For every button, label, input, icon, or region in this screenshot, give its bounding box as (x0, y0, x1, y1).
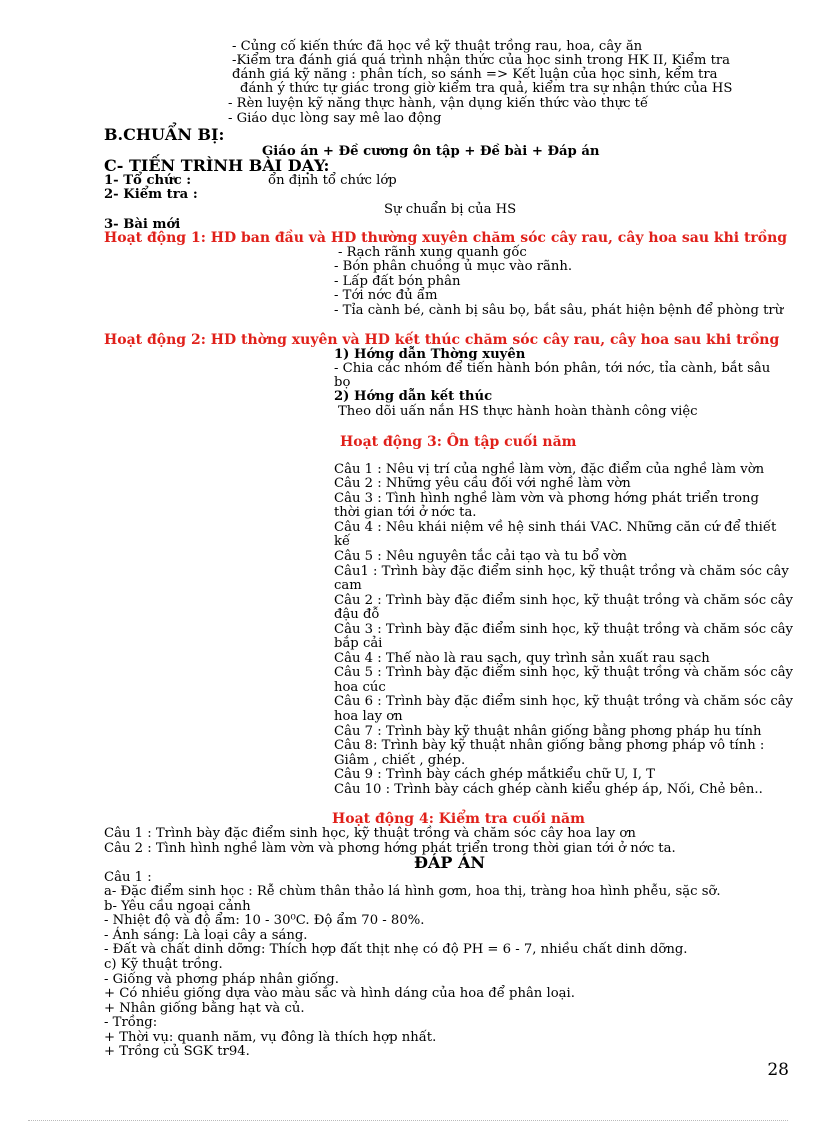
review-question: đậu đỗ (334, 607, 380, 622)
answer-line: - Giống và phơng pháp nhân giống. (104, 972, 339, 987)
review-question: Giâm , chiết , ghép. (334, 753, 466, 768)
objective-line: - Rèn luyện kỹ năng thực hành, vận dụng kiến thức vào thực tế (228, 96, 649, 111)
answer-line: b- Yêu cầu ngoại cảnh (104, 899, 251, 914)
exam-question: Câu 1 : Trình bày đặc điểm sinh học, kỹ thuật trồng và chăm sóc cây hoa lay ơn (104, 826, 636, 841)
review-question: Câu 5 : Trình bày đặc điểm sinh học, kỹ thuật trồng và chăm sóc cây (334, 665, 794, 680)
section-b-content: Giáo án + Đề cương ôn tập + Đề bài + Đáp án (262, 144, 600, 159)
review-question: kế (334, 534, 351, 549)
new-lesson-label: 3- Bài mới (104, 217, 181, 232)
review-question: Câu 4 : Thế nào là rau sạch, quy trình sản xuất rau sạch (334, 651, 710, 666)
answer-line: a- Đặc điểm sinh học : Rễ chùm thân thảo lá hình gơm, hoa thị, tràng hoa hình phễu, sặc sỡ. (104, 884, 721, 899)
check-value: Sự chuẩn bị của HS (384, 202, 517, 217)
review-question: hoa lay ơn (334, 709, 403, 724)
objective-line: đánh ý thức tự giác trong giờ kiểm tra quả, kiểm tra sự nhận thức của HS (240, 81, 733, 96)
section-c-title: C- TIẾN TRÌNH BÀI DẠY: (104, 156, 330, 175)
answer-line: Câu 1 : (104, 870, 152, 885)
org-value: ổn định tổ chức lớp (268, 173, 397, 188)
activity1-item: - Tới nớc đủ ẩm (334, 288, 438, 303)
activity1-item: - Tỉa cành bé, cành bị sâu bọ, bắt sâu, phát hiện bệnh để phòng trừ (334, 303, 784, 318)
objective-line: -Kiểm tra đánh giá quá trình nhận thức của học sinh trong HK II, Kiểm tra (232, 53, 731, 68)
activity1-item: - Bón phân chuồng ủ mục vào rãnh. (334, 259, 573, 274)
footer-divider (28, 1120, 788, 1121)
answer-line: c) Kỹ thuật trồng. (104, 957, 223, 972)
review-question: Câu 2 : Những yêu cầu đối với nghề làm vờn (334, 476, 631, 491)
page-number: 28 (767, 1060, 789, 1080)
answer-line: - Nhiệt độ và độ ẩm: 10 - 30⁰C. Độ ẩm 70 - 80%. (104, 913, 425, 928)
review-question: Câu 2 : Trình bày đặc điểm sinh học, kỹ thuật trồng và chăm sóc cây (334, 593, 794, 608)
activity4-title: Hoạt động 4: Kiểm tra cuối năm (332, 811, 585, 827)
answer-line: + Có nhiều giống dựa vào màu sắc và hình dáng của hoa để phân loại. (104, 986, 575, 1001)
activity3-title: Hoạt động 3: Ôn tập cuối năm (340, 434, 577, 450)
objective-line: - Củng cố kiến thức đã học về kỹ thuật trồng rau, hoa, cây ăn (232, 39, 643, 54)
activity1-item: - Rạch rãnh xung quanh gốc (338, 245, 527, 260)
review-question: Câu 9 : Trình bày cách ghép mắtkiểu chữ U, I, T (334, 767, 655, 782)
answer-line: + Thời vụ: quanh năm, vụ đông là thích hợp nhất. (104, 1030, 437, 1045)
activity1-title: Hoạt động 1: HD ban đầu và HD thường xuyên chăm sóc cây rau, cây hoa sau khi trồng (104, 230, 788, 246)
review-question: Câu 4 : Nêu khái niệm về hệ sinh thái VAC. Những căn cứ để thiết (334, 520, 777, 535)
review-question: Câu 10 : Trình bày cách ghép cành kiểu ghép áp, Nối, Chẻ bên.. (334, 782, 763, 797)
org-label: 1- Tổ chức : (104, 173, 192, 188)
check-label: 2- Kiểm tra : (104, 187, 198, 202)
activity2-sub1: 1) Hớng dẫn Thờng xuyên (334, 347, 526, 362)
objective-line: - Giáo dục lòng say mê lao động (228, 111, 442, 126)
answer-line: + Trồng củ SGK tr94. (104, 1044, 250, 1059)
review-question: Câu 8: Trình bày kỹ thuật nhân giống bằng phơng pháp vô tính : (334, 738, 765, 753)
answer-line: - Ánh sáng: Là loại cây a sáng. (104, 928, 308, 943)
activity2-sub1-line: bọ (334, 375, 351, 390)
answer-line: + Nhân giống bằng hạt và củ. (104, 1001, 305, 1016)
review-question: Câu 3 : Tình hình nghề làm vờn và phơng hớng phát triển trong (334, 491, 759, 506)
answer-title: ĐÁP ÁN (414, 853, 486, 872)
review-question: Câu 3 : Trình bày đặc điểm sinh học, kỹ thuật trồng và chăm sóc cây (334, 622, 794, 637)
review-question: Câu1 : Trình bày đặc điểm sinh học, kỹ thuật trồng và chăm sóc cây (334, 564, 789, 579)
exam-question: Câu 2 : Tình hình nghề làm vờn và phơng hớng phát triển trong thời gian tới ở nớc ta. (104, 841, 676, 856)
answer-line: - Trồng: (104, 1015, 158, 1030)
activity2-sub2: 2) Hớng dẫn kết thúc (334, 389, 493, 404)
review-question: Câu 7 : Trình bày kỹ thuật nhân giống bằng phơng pháp hu tính (334, 724, 762, 739)
activity2-sub1-line: - Chia các nhóm để tiến hành bón phân, tới nớc, tỉa cành, bắt sâu (334, 361, 771, 376)
review-question: bắp cải (334, 636, 383, 651)
review-question: hoa cúc (334, 680, 386, 695)
activity2-title: Hoạt động 2: HD thờng xuyên và HD kết thúc chăm sóc cây rau, cây hoa sau khi trồng (104, 332, 780, 348)
review-question: thời gian tới ở nớc ta. (334, 505, 477, 520)
objective-line: đánh giá kỹ năng : phân tích, so sánh => Kết luận của học sinh, kểm tra (232, 67, 718, 82)
activity1-item: - Lấp đất bón phân (334, 274, 461, 289)
review-question: Câu 6 : Trình bày đặc điểm sinh học, kỹ thuật trồng và chăm sóc cây (334, 694, 794, 709)
section-b-title: B.CHUẨN BỊ: (104, 125, 225, 144)
review-question: Câu 1 : Nêu vị trí của nghề làm vờn, đặc điểm của nghề làm vờn (334, 462, 765, 477)
review-question: cam (334, 578, 362, 593)
activity2-sub2-line: Theo dõi uấn nắn HS thực hành hoàn thành công việc (338, 404, 698, 419)
answer-line: - Đất và chất dinh dỡng: Thích hợp đất thịt nhẹ có độ PH = 6 - 7, nhiều chất dinh dỡng. (104, 942, 688, 957)
review-question: Câu 5 : Nêu nguyên tắc cải tạo và tu bổ vờn (334, 549, 628, 564)
